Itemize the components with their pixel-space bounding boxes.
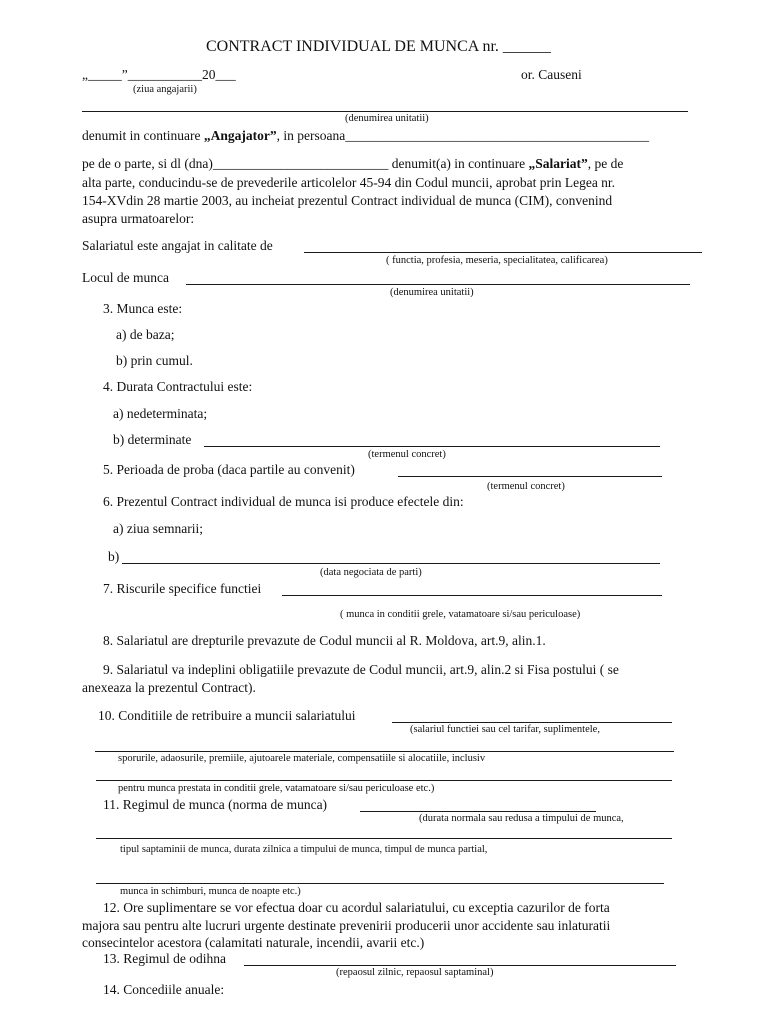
item11-line-3 <box>96 883 664 884</box>
workplace-caption: (denumirea unitatii) <box>390 287 474 298</box>
item11-caption-1: (durata normala sau redusa a timpului de munca, <box>419 813 624 824</box>
item7-caption: ( munca in conditii grele, vatamatoare si/sau periculoase) <box>340 609 581 620</box>
date-line: „_____”___________20___ <box>82 67 236 82</box>
employee-term: „Salariat” <box>528 156 588 171</box>
item10-caption-3: pentru munca prestata in conditii grele, vatamatoare si/sau periculoase etc.) <box>118 783 435 794</box>
item10-line-2 <box>95 751 674 752</box>
item13-line <box>244 965 676 966</box>
item10-line-3 <box>96 780 672 781</box>
employer-suffix: , in persoana_____________________________________________ <box>276 128 649 143</box>
item6-label: 6. Prezentul Contract individual de munca isi produce efectele din: <box>103 494 464 509</box>
item6-option-a: a) ziua semnarii; <box>113 521 203 536</box>
item4-term-line <box>204 446 660 447</box>
item11-label: 11. Regimul de munca (norma de munca) <box>103 797 328 812</box>
item9-line-1: 9. Salariatul va indeplini obligatiile prevazute de Codul muncii, art.9, alin.2 si Fisa postului ( se <box>103 662 619 677</box>
workplace-line <box>186 284 690 285</box>
item4-caption: (termenul concret) <box>368 449 446 460</box>
intro-line-2: alta parte, conducindu-se de prevederile articolelor 45-94 din Codul muncii, aprobat prin Legea nr. <box>82 175 616 190</box>
item13-label: 13. Regimul de odihna <box>103 951 226 966</box>
item9-line-2: anexeaza la prezentul Contract). <box>82 680 256 695</box>
employee-line <box>82 156 623 172</box>
unit-name-line <box>82 111 688 112</box>
item12-line-1: 12. Ore suplimentare se vor efectua doar cu acordul salariatului, cu exceptia cazurilor de forta <box>103 900 610 915</box>
item11-caption-2: tipul saptaminii de munca, durata zilnica a timpului de munca, timpul de munca partial, <box>120 844 488 855</box>
item10-label: 10. Conditiile de retribuire a muncii salariatului <box>98 708 356 723</box>
item4-option-a: a) nedeterminata; <box>113 406 208 421</box>
item5-term-line <box>398 476 662 477</box>
item11-line-2 <box>96 838 672 839</box>
item12-line-2: majora sau pentru alte lucruri urgente destinate prevenirii producerii unor accidente sau inlaturatii <box>82 918 611 933</box>
employer-prefix: denumit in continuare <box>82 128 204 143</box>
item6-option-b: b) <box>108 549 120 564</box>
item4-label: 4. Durata Contractului este: <box>103 379 253 394</box>
item10-caption-2: sporurile, adaosurile, premiile, ajutoarele materiale, compensatiile si alocatiile, inclusiv <box>118 753 486 764</box>
item3-option-a: a) de baza; <box>116 327 175 342</box>
employer-line <box>82 128 649 144</box>
item7-label: 7. Riscurile specifice functiei <box>103 581 262 596</box>
position-label: Salariatul este angajat in calitate de <box>82 238 273 253</box>
item5-label: 5. Perioada de proba (daca partile au convenit) <box>103 462 355 477</box>
date-caption: (ziua angajarii) <box>133 84 197 95</box>
item3-label: 3. Munca este: <box>103 301 183 316</box>
item10-line-1 <box>392 722 672 723</box>
position-line <box>304 252 702 253</box>
item10-caption-1: (salariul functiei sau cel tarifar, suplimentele, <box>410 724 600 735</box>
item7-risk-line <box>282 595 662 596</box>
document-title: CONTRACT INDIVIDUAL DE MUNCA nr. ______ <box>206 38 551 55</box>
position-caption: ( functia, profesia, meseria, specialitatea, calificarea) <box>386 255 608 266</box>
item13-caption: (repaosul zilnic, repaosul saptaminal) <box>336 967 494 978</box>
item3-option-b: b) prin cumul. <box>116 353 193 368</box>
employer-term: „Angajator” <box>203 128 277 143</box>
item8-text: 8. Salariatul are drepturile prevazute de Codul muncii al R. Moldova, art.9, alin.1. <box>103 633 546 648</box>
item11-line-1 <box>360 811 596 812</box>
city-name: or. Causeni <box>521 67 582 82</box>
item14-label: 14. Concediile anuale: <box>103 982 225 997</box>
item11-caption-3: munca in schimburi, munca de noapte etc.) <box>120 886 301 897</box>
intro-line-3: 154-XVdin 28 martie 2003, au incheiat prezentul Contract individual de munca (CIM), convenind <box>82 193 613 208</box>
item4-option-b: b) determinate <box>113 432 192 447</box>
intro-line-4: asupra urmatoarelor: <box>82 211 195 226</box>
employee-prefix: pe de o parte, si dl (dna)__________________________ denumit(a) in continuare <box>82 156 529 171</box>
item6-date-line <box>122 563 660 564</box>
unit-caption: (denumirea unitatii) <box>345 113 429 124</box>
item6-caption: (data negociata de parti) <box>320 567 422 578</box>
item5-caption: (termenul concret) <box>487 481 565 492</box>
employee-suffix: , pe de <box>587 156 624 171</box>
workplace-label: Locul de munca <box>82 270 169 285</box>
item12-line-3: consecintelor acestora (calamitati naturale, incendii, avarii etc.) <box>82 935 425 950</box>
